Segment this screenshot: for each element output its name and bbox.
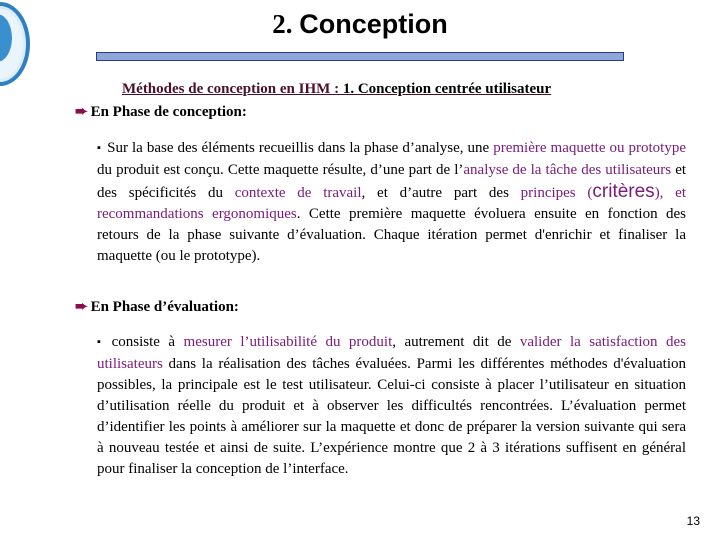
highlight: analyse de la tâche des utilisateurs <box>463 162 672 178</box>
highlight: première maquette ou prototype <box>493 140 687 156</box>
text: Sur la base des éléments recueillis dans la phase d’analyse, une <box>107 140 494 156</box>
text: dans la réalisation des tâches évaluées. Parmi les différentes méthodes d'évaluation possibles, la principale est le test utilisateur. Celui-ci consiste à placer l’utilisateur en situation d’utilisation réelle du produit et à observer les difficultés rencontrées. L’évaluation permet d’identifier les points à améliorer sur la maquette et donc de préparer la version suivante qui sera à nouveau testée et ainsi de suite. L’expérience montre que 2 à 3 itérations suffisent en général pour finaliser la conception de l’interface. <box>97 356 686 477</box>
phase-conception-heading <box>75 102 247 121</box>
text: . Cette première maquette évoluera ensuite en fonction des retours de la phase suivante d’évaluation. Chaque itération permet d'enrichir et finaliser la maquette (ou le prototype). <box>97 206 686 264</box>
title-number: 2. <box>272 9 293 39</box>
highlight-large: critères <box>592 181 655 202</box>
title-underline-bar <box>96 52 624 61</box>
highlight: mesurer l’utilisabilité du produit <box>183 334 393 350</box>
page-number: 13 <box>686 514 700 528</box>
phase-evaluation-heading <box>75 297 239 316</box>
phase-evaluation-label: En Phase d’évaluation: <box>90 299 239 315</box>
text: , et d’autre part des <box>361 185 521 201</box>
arrow-icon: ➨ <box>75 104 88 120</box>
text: et des spécificités du <box>97 162 687 201</box>
square-bullet-icon: ▪ <box>97 142 102 154</box>
square-bullet-icon: ▪ <box>97 336 106 348</box>
arrow-icon: ➨ <box>75 299 88 315</box>
paragraph-conception <box>97 138 686 267</box>
paragraph-evaluation <box>97 332 686 480</box>
subtitle-underlined: Méthodes de conception en IHM : <box>122 81 340 97</box>
highlight: contexte de travail <box>234 185 362 201</box>
phase-conception-label: En Phase de conception: <box>90 104 247 120</box>
highlight: principes ( <box>520 185 593 201</box>
highlight: ), et recommandations ergonomiques <box>97 185 687 222</box>
subtitle-rest: 1. Conception centrée utilisateur <box>339 81 552 97</box>
title-text: Conception <box>299 9 448 39</box>
slide-title <box>0 6 720 42</box>
highlight: valider la satisfaction des utilisateurs <box>97 334 687 372</box>
text: consiste à <box>111 334 184 350</box>
text: , autrement dit de <box>392 334 520 350</box>
text: du produit est conçu. Cette maquette résulte, d’une part de l’ <box>97 162 464 178</box>
subtitle <box>122 81 551 98</box>
